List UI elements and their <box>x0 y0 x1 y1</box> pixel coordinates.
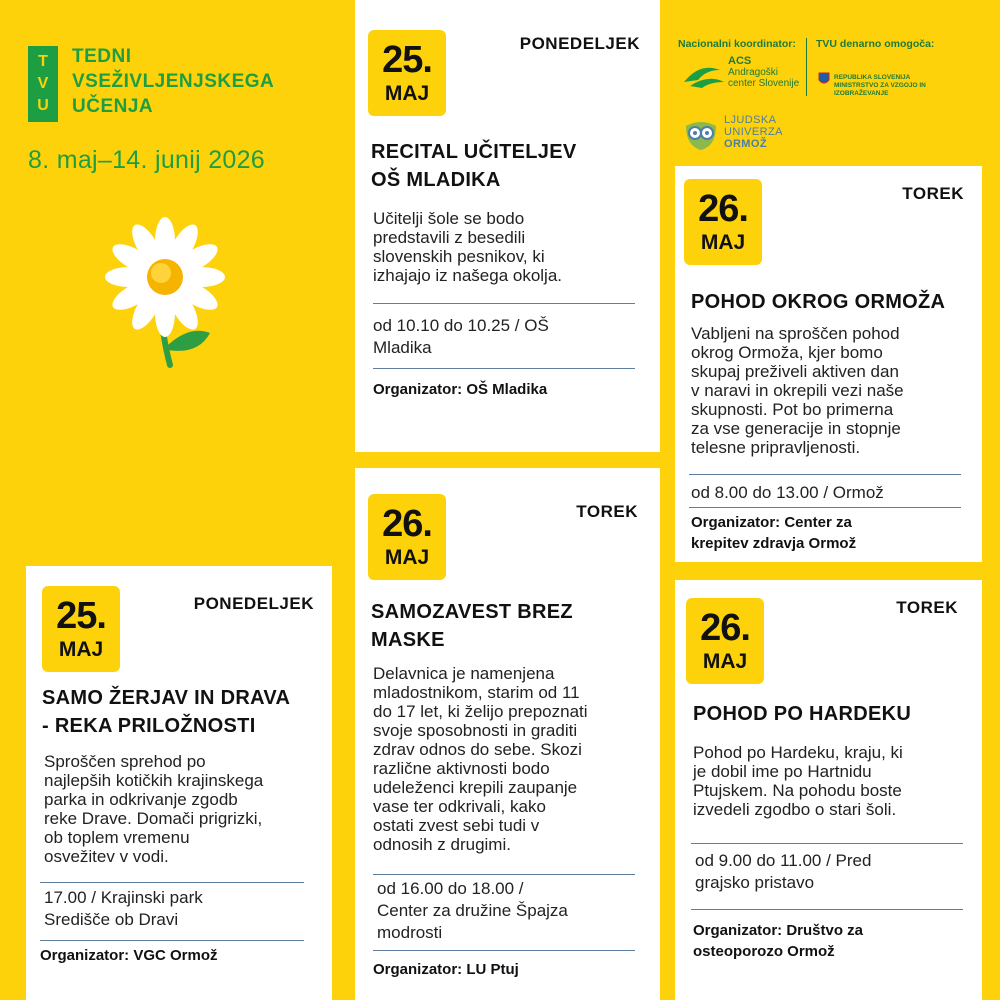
date-month: MAJ <box>702 650 748 673</box>
date-month: MAJ <box>384 82 430 105</box>
acs-sub1: Andragoški <box>728 67 779 78</box>
date-badge <box>684 179 762 265</box>
title-line: TEDNI <box>72 46 132 67</box>
divider <box>691 909 963 910</box>
divider <box>373 874 635 875</box>
event-card-hardek <box>675 580 982 1000</box>
event-card-zerjav-drava <box>26 566 332 1000</box>
weekday-label: PONEDELJEK <box>519 34 640 53</box>
time-line: od 9.00 do 11.00 / Pred <box>695 851 872 870</box>
time-line: Mladika <box>373 338 432 357</box>
event-time-location <box>373 315 549 359</box>
desc-line: reke Drave. Domači prigrizki, <box>44 809 263 828</box>
desc-line: najlepših kotičkih krajinskega <box>44 771 264 790</box>
organizer-line: osteoporozo Ormož <box>693 943 835 960</box>
date-day: 25. <box>382 39 432 81</box>
divider <box>689 474 961 475</box>
event-title <box>691 288 945 316</box>
title-line: POHOD PO HARDEKU <box>693 703 912 725</box>
date-day: 26. <box>700 607 750 649</box>
event-organizer <box>691 512 856 554</box>
date-badge <box>686 598 764 684</box>
festival-dates: 8. maj–14. junij 2026 <box>28 146 266 174</box>
desc-line: udeleženci krepili zaupanje <box>373 778 578 797</box>
weekday-label: TOREK <box>576 502 638 521</box>
event-time-location <box>44 887 203 931</box>
date-badge <box>368 30 446 116</box>
event-card-pohod-ormoz <box>675 166 982 562</box>
divider <box>40 940 304 941</box>
daisy-illustration <box>100 215 240 385</box>
desc-line: Učitelji šole se bodo <box>373 209 525 228</box>
event-description <box>44 752 263 866</box>
desc-line: za vse generacije in stopnje <box>691 419 901 438</box>
desc-line: vase ter odkrivali, kako <box>373 797 546 816</box>
organizer-line: krepitev zdravja Ormož <box>691 535 857 552</box>
event-title <box>371 138 577 194</box>
desc-line: zdrav odnos do sebe. Skozi <box>373 740 582 759</box>
event-description <box>373 209 562 285</box>
slovenia-crest-icon <box>818 72 830 86</box>
event-time-location <box>695 850 871 894</box>
ministry-line: REPUBLIKA SLOVENIJA <box>834 74 911 81</box>
title-line: - REKA PRILOŽNOSTI <box>42 715 256 737</box>
desc-line: osvežitev v vodi. <box>44 847 169 866</box>
date-month: MAJ <box>384 546 430 569</box>
event-organizer <box>693 920 863 962</box>
event-time-location <box>377 878 568 944</box>
desc-line: različne aktivnosti bodo <box>373 759 550 778</box>
date-badge <box>368 494 446 580</box>
divider <box>691 843 963 844</box>
desc-line: skupnosti. Pot bo primerna <box>691 400 894 419</box>
weekday-label: PONEDELJEK <box>193 594 314 613</box>
organizer-line: Organizator: Društvo za <box>693 922 864 939</box>
time-line: grajsko pristavo <box>695 873 815 892</box>
time-line: 17.00 / Krajinski park <box>44 888 203 907</box>
event-title <box>42 684 290 740</box>
title-line: MASKE <box>371 629 445 651</box>
date-badge <box>42 586 120 672</box>
divider <box>373 368 635 369</box>
sponsor-divider <box>806 38 807 96</box>
organizer-line: Organizator: LU Ptuj <box>373 961 519 978</box>
time-line: Center za družine Špajza <box>377 901 568 920</box>
desc-line: izvedeli zgodbo o stari šoli. <box>693 800 897 819</box>
lu-ormoz-name <box>724 114 783 150</box>
date-month: MAJ <box>700 231 746 254</box>
lu-line: LJUDSKA <box>724 114 777 126</box>
desc-line: predstavili z besedili <box>373 228 526 247</box>
desc-line: izhajajo iz našega okolja. <box>373 266 563 285</box>
title-line: POHOD OKROG ORMOŽA <box>691 291 946 313</box>
coordinator-label: Nacionalni koordinator: <box>678 38 796 50</box>
desc-line: mladostnikom, starim od 11 <box>373 683 580 702</box>
desc-line: ob toplem vremenu <box>44 828 190 847</box>
event-time-location <box>691 482 884 504</box>
sponsors-block <box>678 34 978 164</box>
divider <box>373 950 635 951</box>
event-description <box>373 664 588 854</box>
desc-line: parka in odkrivanje zgodb <box>44 790 238 809</box>
title-line: OŠ MLADIKA <box>371 169 501 191</box>
divider <box>373 303 635 304</box>
desc-line: Sproščen sprehod po <box>44 752 206 771</box>
date-month: MAJ <box>58 638 104 661</box>
desc-line: Ptujskem. Na pohodu boste <box>693 781 902 800</box>
tvu-logo-badge <box>28 46 58 122</box>
event-title <box>693 700 911 728</box>
badge-letter: T <box>38 53 48 70</box>
badge-letter: U <box>37 97 49 114</box>
desc-line: ostati zvest sebi tudi v <box>373 816 540 835</box>
desc-line: Delavnica je namenjena <box>373 664 555 683</box>
title-line: SAMOZAVEST BREZ <box>371 601 573 623</box>
time-line: od 10.10 do 10.25 / OŠ <box>373 316 549 335</box>
desc-line: Vabljeni na sproščen pohod <box>691 324 900 343</box>
time-line: od 8.00 do 13.00 / Ormož <box>691 483 884 502</box>
event-title <box>371 598 573 654</box>
title-line: VSEŽIVLJENJSKEGA <box>72 71 275 92</box>
acs-name <box>728 56 799 89</box>
desc-line: slovenskih pesnikov, ki <box>373 247 545 266</box>
event-card-samozavest <box>355 468 660 1000</box>
divider <box>40 882 304 883</box>
title-line: UČENJA <box>72 96 154 117</box>
event-organizer <box>373 379 547 400</box>
desc-line: Pohod po Hardeku, kraju, ki <box>693 743 903 762</box>
desc-line: do 17 let, ki želijo prepoznati <box>373 702 588 721</box>
desc-line: je dobil ime po Hartnidu <box>693 762 872 781</box>
event-card-recital <box>355 0 660 452</box>
divider <box>689 507 961 508</box>
date-day: 26. <box>382 503 432 545</box>
ministry-name <box>834 74 978 98</box>
title-line: RECITAL UČITELJEV <box>371 141 577 163</box>
time-line: Središče ob Dravi <box>44 910 179 929</box>
event-description <box>691 324 904 457</box>
owl-icon <box>682 116 720 154</box>
desc-line: svoje sposobnosti in graditi <box>373 721 578 740</box>
organizer-line: Organizator: Center za <box>691 514 852 531</box>
event-description <box>693 743 903 819</box>
desc-line: skupaj preživeli aktiven dan <box>691 362 899 381</box>
event-organizer <box>40 945 218 966</box>
time-line: modrosti <box>377 923 443 942</box>
desc-line: okrog Ormoža, kjer bomo <box>691 343 883 362</box>
acs-title: ACS <box>728 55 752 67</box>
funding-label: TVU denarno omogoča: <box>816 38 935 50</box>
page-title <box>72 44 274 119</box>
desc-line: odnosih z drugimi. <box>373 835 511 854</box>
desc-line: telesne pripravljenosti. <box>691 438 861 457</box>
date-day: 25. <box>56 595 106 637</box>
organizer-line: Organizator: VGC Ormož <box>40 947 218 964</box>
date-day: 26. <box>698 188 748 230</box>
acs-sub2: center Slovenije <box>728 78 800 89</box>
weekday-label: TOREK <box>896 598 958 617</box>
organizer-line: Organizator: OŠ Mladika <box>373 381 548 398</box>
lu-line: UNIVERZA <box>724 126 783 138</box>
title-line: SAMO ŽERJAV IN DRAVA <box>42 687 291 709</box>
ministry-line: MINISTRSTVO ZA VZGOJO IN IZOBRAŽEVANJE <box>834 82 926 97</box>
event-organizer <box>373 959 519 980</box>
badge-letter: V <box>37 75 49 92</box>
lu-line: ORMOŽ <box>724 138 767 150</box>
weekday-label: TOREK <box>902 184 964 203</box>
time-line: od 16.00 do 18.00 / <box>377 879 524 898</box>
desc-line: v naravi in okrepili vezi naše <box>691 381 904 400</box>
